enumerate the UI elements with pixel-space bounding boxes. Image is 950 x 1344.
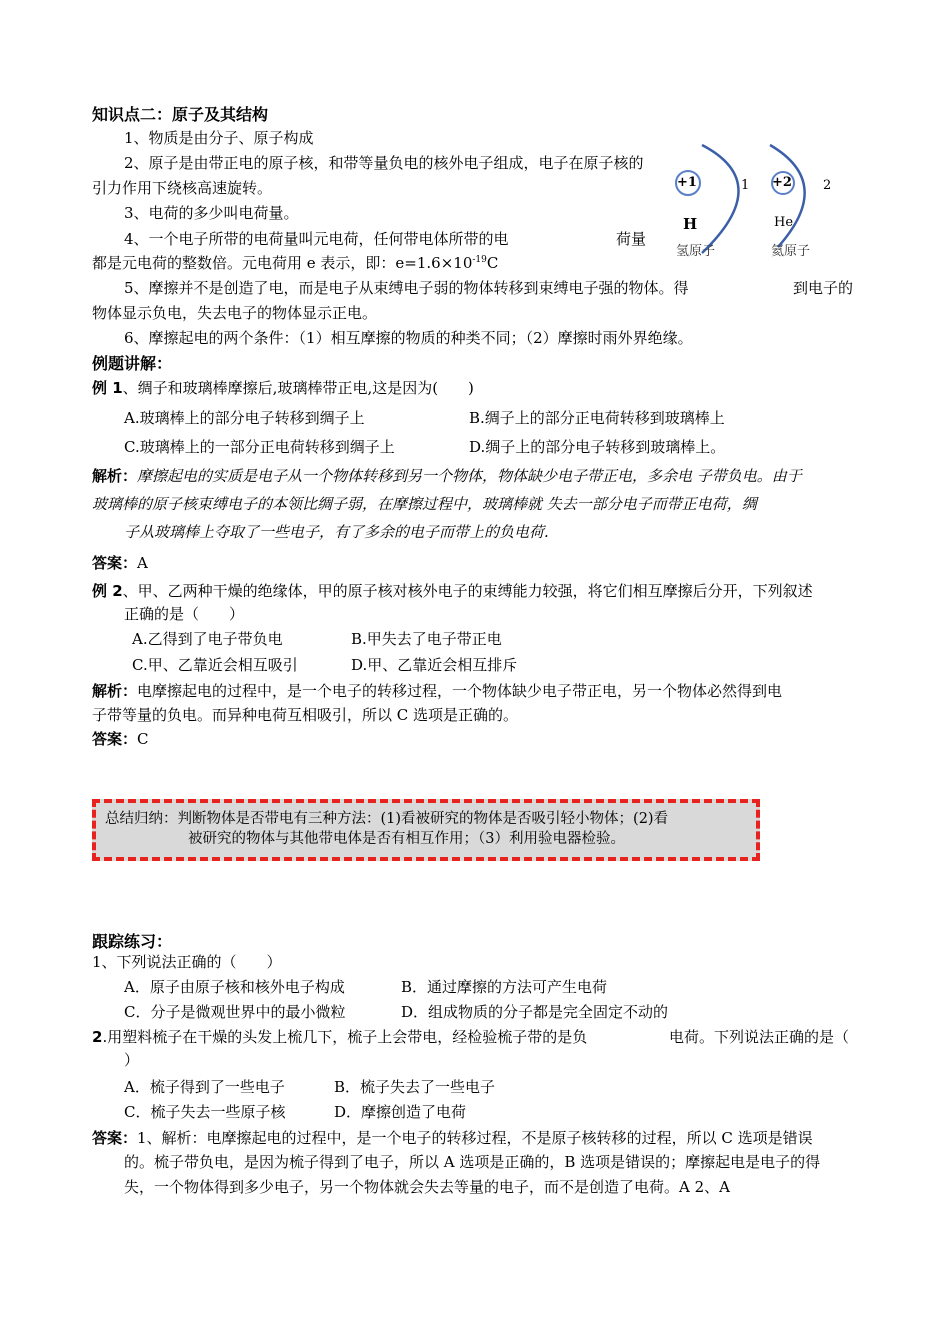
- point-6: 6、摩擦起电的两个条件：（1）相互摩擦的物质的种类不同；（2）摩擦时雨外界绝缘。: [124, 329, 693, 347]
- summary-line-1: 总结归纳：判断物体是否带电有三种方法：(1)看被研究的物体是否吸引轻小物体；(2)看: [105, 811, 669, 827]
- practice-1-option-a: A．原子由原子核和核外电子构成: [124, 978, 345, 996]
- example-1-explanation-3: 子从玻璃棒上夺取了一些电子，有了多余的电子而带上的负电荷.: [124, 523, 549, 541]
- example-1-option-d: D.绸子上的部分电子转移到玻璃棒上。: [469, 438, 726, 456]
- practice-2-option-d: D．摩擦创造了电荷: [334, 1103, 467, 1121]
- practice-question-1: 1、下列说法正确的（ ）: [92, 953, 282, 971]
- hydrogen-charge: +1: [677, 175, 697, 190]
- summary-line-2: 被研究的物体与其他带电体是否有相互作用；（3）利用验电器检验。: [188, 831, 625, 847]
- practice-answer-2: 的。梳子带负电，是因为梳子得到了电子，所以 A 选项是正确的，B 选项是错误的；摩擦起电是电子的得: [124, 1153, 821, 1171]
- point-5-line-1: 5、摩擦并不是创造了电，而是电子从束缚电子弱的物体转移到束缚电子强的物体。得: [124, 279, 689, 297]
- example-2-question-1: 例 2、甲、乙两种干燥的绝缘体，甲的原子核对核外电子的束缚能力较强，将它们相互摩擦后分开，下列叙述: [92, 582, 813, 600]
- example-2-answer: 答案：C: [92, 730, 149, 748]
- practice-2-option-b: B．梳子失去了一些电子: [334, 1078, 496, 1096]
- example-2-explanation-1: 解析：电摩擦起电的过程中，是一个电子的转移过程，一个物体缺少电子带正电，另一个物体必然得到电: [92, 682, 783, 700]
- section-title: 知识点二：原子及其结构: [92, 105, 269, 124]
- point-5-line-1-end: 到电子的: [793, 279, 854, 297]
- practice-answer-1: 答案：1、解析：电摩擦起电的过程中，是一个电子的转移过程，不是原子核转移的过程，所以 C 选项是错误: [92, 1129, 813, 1147]
- hydrogen-symbol: H: [683, 215, 698, 233]
- example-1-answer: 答案：A: [92, 554, 148, 572]
- practice-1-option-c: C．分子是微观世界中的最小微粒: [124, 1003, 346, 1021]
- practice-question-2-close: ）: [124, 1051, 140, 1069]
- example-2-option-d: D.甲、乙靠近会相互排斥: [351, 656, 518, 674]
- hydrogen-electron-count: 1: [741, 178, 750, 193]
- example-1-option-b: B.绸子上的部分正电荷转移到玻璃棒上: [469, 409, 725, 427]
- practice-question-2: 2.用塑料梳子在干燥的头发上梳几下，梳子上会带电，经检验梳子带的是负: [92, 1028, 588, 1046]
- example-2-option-b: B.甲失去了电子带正电: [351, 630, 502, 648]
- practice-2-option-a: A．梳子得到了一些电子: [124, 1078, 285, 1096]
- practice-answer-3: 失，一个物体得到多少电子，另一个物体就会失去等量的电子，而不是创造了电荷。A 2、A: [124, 1178, 730, 1196]
- practice-title: 跟踪练习：: [92, 932, 173, 951]
- point-1: 1、物质是由分子、原子构成: [124, 129, 314, 147]
- helium-orbit: [770, 145, 805, 247]
- example-1-question: 例 1、绸子和玻璃棒摩擦后,玻璃棒带正电,这是因为( ): [92, 379, 474, 397]
- example-2-explanation-2: 子带等量的负电。而异种电荷互相吸引，所以 C 选项是正确的。: [92, 706, 519, 724]
- practice-1-option-b: B．通过摩擦的方法可产生电荷: [401, 978, 608, 996]
- helium-symbol: He: [774, 215, 794, 230]
- example-1-option-a: A.玻璃棒上的部分电子转移到绸子上: [124, 409, 365, 427]
- point-4-line-2: 都是元电荷的整数倍。元电荷用 e 表示，即：$e=1.6\times 10^{-19}C$: [92, 254, 499, 272]
- point-4-line-1-end: 荷量: [616, 230, 647, 248]
- point-4-line-1: 4、一个电子所带的电荷量叫元电荷，任何带电体所带的电: [124, 230, 509, 248]
- example-1-explanation-1: 解析：摩擦起电的实质是电子从一个物体转移到另一个物体，物体缺少电子带正电，多余电 子带负电。由于: [92, 467, 802, 485]
- practice-1-option-d: D．组成物质的分子都是完全固定不动的: [401, 1003, 669, 1021]
- hydrogen-orbit: [702, 145, 739, 253]
- helium-charge: +2: [772, 175, 792, 190]
- point-5-line-2: 物体显示负电，失去电子的物体显示正电。: [92, 304, 378, 322]
- helium-caption: 氦原子: [771, 244, 811, 259]
- hydrogen-caption: 氢原子: [676, 244, 716, 259]
- example-1-explanation-2: 玻璃棒的原子核束缚电子的本领比绸子弱，在摩擦过程中，玻璃棒就 失去一部分电子而带正电荷，绸: [92, 495, 757, 513]
- point-2-line-1: 2、原子是由带正电的原子核，和带等量负电的核外电子组成，电子在原子核的: [124, 154, 644, 172]
- examples-title: 例题讲解：: [92, 354, 173, 373]
- example-1-option-c: C.玻璃棒上的一部分正电荷转移到绸子上: [124, 438, 395, 456]
- practice-question-2-end: 电荷。下列说法正确的是（: [669, 1028, 850, 1046]
- point-3: 3、电荷的多少叫电荷量。: [124, 204, 299, 222]
- practice-2-option-c: C．梳子失去一些原子核: [124, 1103, 286, 1121]
- helium-electron-count: 2: [823, 178, 832, 193]
- example-2-option-a: A.乙得到了电子带负电: [132, 630, 283, 648]
- point-2-line-2: 引力作用下绕核高速旋转。: [92, 179, 273, 197]
- example-2-question-2: 正确的是（ ）: [124, 605, 245, 623]
- example-2-option-c: C.甲、乙靠近会相互吸引: [132, 656, 298, 674]
